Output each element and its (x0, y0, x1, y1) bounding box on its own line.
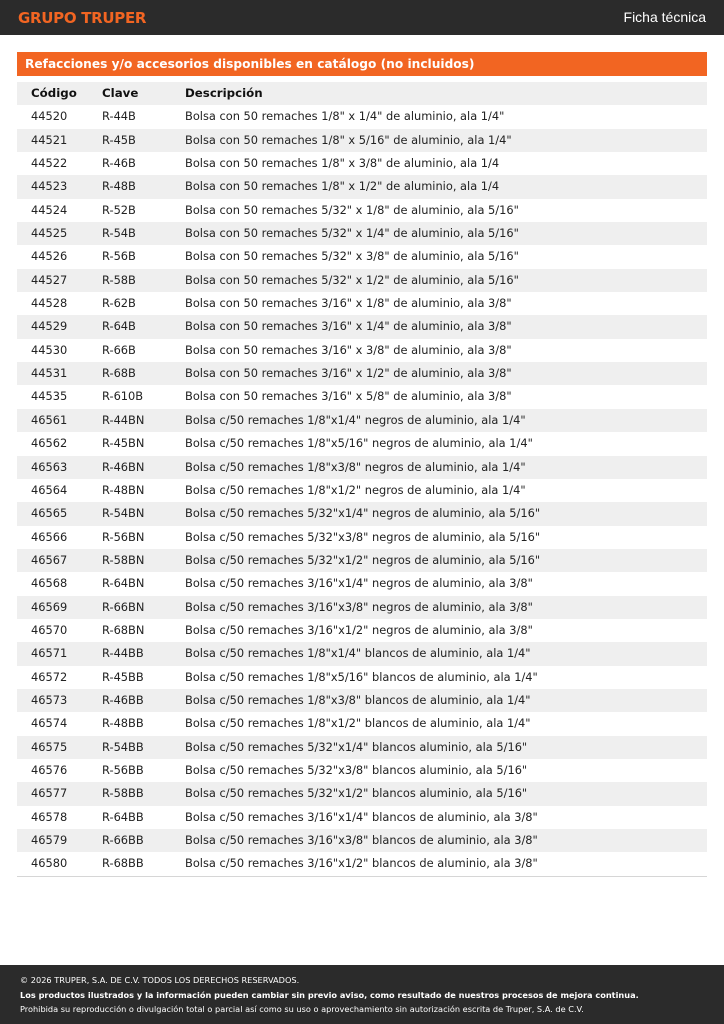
cell-clave: R-610B (102, 389, 144, 404)
cell-codigo: 46565 (31, 506, 68, 521)
cell-descripcion: Bolsa c/50 remaches 1/8"x1/4" negros de aluminio, ala 1/4" (185, 412, 526, 427)
cell-descripcion: Bolsa c/50 remaches 3/16"x1/4" blancos de aluminio, ala 3/8" (185, 809, 538, 824)
column-header-descripcion: Descripción (185, 86, 263, 100)
cell-clave: R-64BB (102, 809, 144, 824)
parts-table (17, 82, 707, 877)
footer-notice: Los productos ilustrados y la información pueden cambiar sin previo aviso, como resultado de nuestros procesos de mejora continua. (20, 990, 639, 1000)
cell-descripcion: Bolsa c/50 remaches 1/8"x3/8" blancos de aluminio, ala 1/4" (185, 692, 531, 707)
table-row (17, 526, 707, 549)
table-row (17, 852, 707, 875)
cell-codigo: 44530 (31, 342, 68, 357)
table-row (17, 479, 707, 502)
cell-descripcion: Bolsa c/50 remaches 3/16"x3/8" negros de aluminio, ala 3/8" (185, 599, 533, 614)
cell-codigo: 44535 (31, 389, 68, 404)
cell-clave: R-66BB (102, 833, 144, 847)
cell-descripcion: Bolsa c/50 remaches 5/32"x1/2" blancos aluminio, ala 5/16" (185, 786, 528, 801)
table-row (17, 385, 707, 408)
cell-clave: R-44BN (102, 412, 145, 427)
table-row (17, 549, 707, 572)
cell-descripcion: Bolsa c/50 remaches 3/16"x3/8" blancos de aluminio, ala 3/8" (185, 833, 538, 847)
cell-descripcion: Bolsa con 50 remaches 1/8" x 1/4" de aluminio, ala 1/4" (185, 109, 505, 124)
cell-codigo: 46579 (31, 833, 68, 847)
cell-descripcion: Bolsa c/50 remaches 1/8"x1/4" blancos de aluminio, ala 1/4" (185, 646, 531, 661)
cell-clave: R-66B (102, 342, 136, 357)
cell-codigo: 46574 (31, 716, 68, 731)
table-row (17, 222, 707, 245)
column-header-clave: Clave (102, 86, 139, 100)
cell-descripcion: Bolsa con 50 remaches 3/16" x 1/2" de aluminio, ala 3/8" (185, 366, 512, 381)
table-row (17, 666, 707, 689)
cell-descripcion: Bolsa c/50 remaches 1/8"x1/2" negros de aluminio, ala 1/4" (185, 482, 526, 497)
cell-codigo: 44525 (31, 226, 68, 241)
cell-clave: R-64B (102, 319, 136, 334)
table-row (17, 175, 707, 198)
table-header-row (17, 82, 707, 105)
cell-codigo: 46562 (31, 436, 68, 451)
cell-clave: R-44B (102, 109, 136, 124)
brand-logo: GRUPO TRUPER (18, 9, 147, 27)
cell-codigo: 46571 (31, 646, 68, 661)
cell-clave: R-45B (102, 132, 136, 147)
table-row (17, 269, 707, 292)
table-row (17, 619, 707, 642)
table-row (17, 829, 707, 852)
cell-descripcion: Bolsa con 50 remaches 5/32" x 1/8" de aluminio, ala 5/16" (185, 202, 519, 217)
cell-descripcion: Bolsa c/50 remaches 3/16"x1/4" negros de aluminio, ala 3/8" (185, 576, 533, 591)
cell-descripcion: Bolsa c/50 remaches 5/32"x3/8" negros de aluminio, ala 5/16" (185, 529, 541, 544)
table-row (17, 129, 707, 152)
cell-codigo: 46573 (31, 692, 68, 707)
section-title: Refacciones y/o accesorios disponibles en catálogo (no incluidos) (17, 52, 707, 76)
table-row (17, 596, 707, 619)
cell-clave: R-68BN (102, 622, 145, 637)
cell-codigo: 44526 (31, 249, 68, 264)
column-header-codigo: Código (31, 86, 77, 100)
cell-clave: R-46BN (102, 459, 145, 474)
cell-clave: R-48BB (102, 716, 144, 731)
cell-codigo: 46572 (31, 669, 68, 684)
cell-clave: R-54BB (102, 739, 144, 754)
table-row (17, 759, 707, 782)
cell-clave: R-58BN (102, 552, 145, 567)
cell-codigo: 46564 (31, 482, 68, 497)
cell-codigo: 46567 (31, 552, 68, 567)
table-row (17, 315, 707, 338)
cell-clave: R-48B (102, 179, 136, 194)
table-row (17, 245, 707, 268)
cell-clave: R-54B (102, 226, 136, 241)
cell-codigo: 44529 (31, 319, 68, 334)
cell-codigo: 44527 (31, 272, 68, 287)
cell-codigo: 44524 (31, 202, 68, 217)
cell-codigo: 46566 (31, 529, 68, 544)
table-row (17, 712, 707, 735)
cell-descripcion: Bolsa con 50 remaches 5/32" x 3/8" de aluminio, ala 5/16" (185, 249, 519, 264)
cell-descripcion: Bolsa c/50 remaches 1/8"x5/16" blancos de aluminio, ala 1/4" (185, 669, 538, 684)
cell-codigo: 44528 (31, 296, 68, 311)
cell-descripcion: Bolsa con 50 remaches 1/8" x 3/8" de aluminio, ala 1/4 (185, 156, 500, 171)
cell-codigo: 44522 (31, 156, 68, 171)
top-bar (0, 0, 724, 35)
table-body (17, 105, 707, 875)
cell-clave: R-45BB (102, 669, 144, 684)
table-row (17, 362, 707, 385)
cell-clave: R-54BN (102, 506, 145, 521)
table-row (17, 782, 707, 805)
table-row (17, 292, 707, 315)
table-row (17, 152, 707, 175)
cell-clave: R-48BN (102, 482, 145, 497)
cell-clave: R-68B (102, 366, 136, 381)
cell-clave: R-56B (102, 249, 136, 264)
footer-legal: Prohibida su reproducción o divulgación total o parcial así como su uso o aprovechamiento sin autorización escrita de Truper, S.A. de C.V. (20, 1004, 584, 1014)
cell-codigo: 46577 (31, 786, 68, 801)
cell-descripcion: Bolsa con 50 remaches 3/16" x 1/8" de aluminio, ala 3/8" (185, 296, 512, 311)
table-row (17, 642, 707, 665)
document-type-label: Ficha técnica (623, 9, 706, 25)
cell-clave: R-62B (102, 296, 136, 311)
cell-codigo: 44531 (31, 366, 68, 381)
footer-copyright: © 2026 TRUPER, S.A. DE C.V. TODOS LOS DERECHOS RESERVADOS. (20, 975, 300, 985)
cell-clave: R-46B (102, 156, 136, 171)
cell-descripcion: Bolsa c/50 remaches 3/16"x1/2" blancos de aluminio, ala 3/8" (185, 856, 538, 871)
table-row (17, 689, 707, 712)
cell-descripcion: Bolsa con 50 remaches 5/32" x 1/2" de aluminio, ala 5/16" (185, 272, 519, 287)
cell-clave: R-68BB (102, 856, 144, 871)
table-row (17, 502, 707, 525)
table-row (17, 806, 707, 829)
cell-codigo: 46569 (31, 599, 68, 614)
table-row (17, 456, 707, 479)
cell-descripcion: Bolsa c/50 remaches 1/8"x3/8" negros de aluminio, ala 1/4" (185, 459, 526, 474)
cell-descripcion: Bolsa c/50 remaches 3/16"x1/2" negros de aluminio, ala 3/8" (185, 622, 533, 637)
table-row (17, 572, 707, 595)
cell-clave: R-44BB (102, 646, 144, 661)
cell-clave: R-64BN (102, 576, 145, 591)
cell-codigo: 46576 (31, 762, 68, 777)
cell-clave: R-46BB (102, 692, 144, 707)
cell-codigo: 46561 (31, 412, 68, 427)
table-row (17, 105, 707, 128)
table-row (17, 736, 707, 759)
cell-descripcion: Bolsa con 50 remaches 3/16" x 3/8" de aluminio, ala 3/8" (185, 342, 512, 357)
footer (0, 965, 724, 1024)
cell-codigo: 46563 (31, 459, 68, 474)
cell-codigo: 46568 (31, 576, 68, 591)
cell-clave: R-56BB (102, 762, 144, 777)
cell-descripcion: Bolsa con 50 remaches 5/32" x 1/4" de aluminio, ala 5/16" (185, 226, 519, 241)
cell-descripcion: Bolsa c/50 remaches 1/8"x1/2" blancos de aluminio, ala 1/4" (185, 716, 531, 731)
cell-clave: R-52B (102, 202, 136, 217)
cell-descripcion: Bolsa con 50 remaches 1/8" x 1/2" de aluminio, ala 1/4 (185, 179, 500, 194)
table-row (17, 339, 707, 362)
cell-descripcion: Bolsa con 50 remaches 3/16" x 5/8" de aluminio, ala 3/8" (185, 389, 512, 404)
cell-clave: R-58B (102, 272, 136, 287)
cell-descripcion: Bolsa c/50 remaches 5/32"x1/4" blancos aluminio, ala 5/16" (185, 739, 528, 754)
cell-codigo: 44521 (31, 132, 68, 147)
cell-descripcion: Bolsa c/50 remaches 5/32"x3/8" blancos aluminio, ala 5/16" (185, 762, 528, 777)
cell-codigo: 44523 (31, 179, 68, 194)
table-row (17, 409, 707, 432)
cell-codigo: 46578 (31, 809, 68, 824)
cell-descripcion: Bolsa c/50 remaches 5/32"x1/4" negros de aluminio, ala 5/16" (185, 506, 541, 521)
cell-clave: R-58BB (102, 786, 144, 801)
table-row (17, 432, 707, 455)
cell-codigo: 46580 (31, 856, 68, 871)
cell-descripcion: Bolsa con 50 remaches 3/16" x 1/4" de aluminio, ala 3/8" (185, 319, 512, 334)
cell-codigo: 44520 (31, 109, 68, 124)
cell-descripcion: Bolsa c/50 remaches 5/32"x1/2" negros de aluminio, ala 5/16" (185, 552, 541, 567)
cell-descripcion: Bolsa con 50 remaches 1/8" x 5/16" de aluminio, ala 1/4" (185, 132, 512, 147)
cell-codigo: 46570 (31, 622, 68, 637)
cell-clave: R-66BN (102, 599, 145, 614)
table-row (17, 199, 707, 222)
cell-codigo: 46575 (31, 739, 68, 754)
cell-clave: R-45BN (102, 436, 145, 451)
cell-descripcion: Bolsa c/50 remaches 1/8"x5/16" negros de aluminio, ala 1/4" (185, 436, 533, 451)
cell-clave: R-56BN (102, 529, 145, 544)
